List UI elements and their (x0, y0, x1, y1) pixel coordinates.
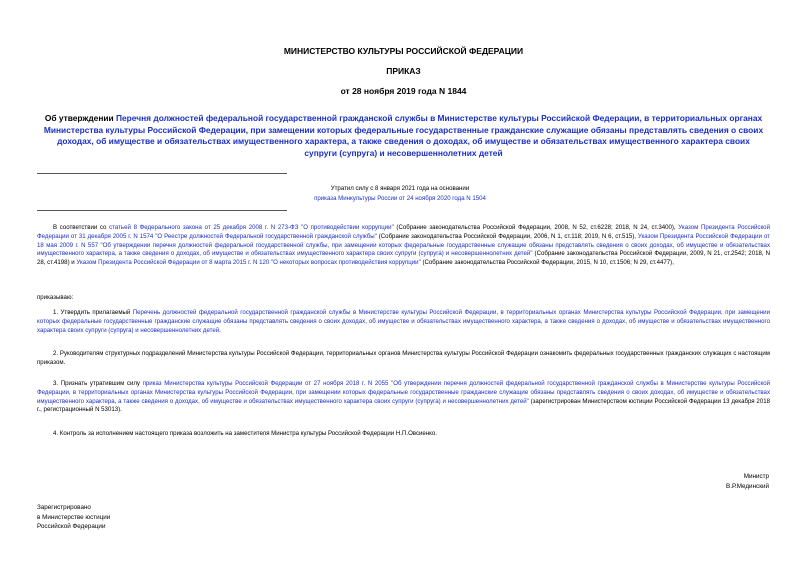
order-item-3: 3. Признать утратившим силу приказ Министерства культуры Российской Федерации от 27 ноября 2018 г. N 2055 "Об утверждении перечня должностей федеральной государственной гражданской службы в Министерстве культуры Российской Федерации, в территориальных органах Министерства культуры Российской Федерации, при замещении которых федеральные государственные гражданские служащие обязаны представлять сведения о своих доходах, об имуществе и обязательствах имущественного характера, а также сведения о доходах, об имуществе и обязательствах имущественного характера своих супруги (супруга) и несовершеннолетних детей" (зарегистрирован Министерством юстиции Российской Федерации 13 декабря 2018 г., регистрационный N 53013). (37, 380, 770, 414)
registration-line-1: Зарегистрировано (37, 504, 91, 511)
link-positions-list[interactable]: Перечень должностей федеральной государственной гражданской службы в Министерстве культуры Российской Федерации, в территориальных органах Министерства культуры Российской Федерации, при замещении которых федеральные государственные гражданские служащие обязаны представлять сведения о своих доходах, об имуществе и обязательствах имущественного характера, а также сведения о доходах, об имуществе и обязательствах имущественного характера своих супруги (супруга) и несовершеннолетних детей (37, 309, 770, 334)
order-item-4: 4. Контроль за исполнением настоящего приказа возложить на заместителя Министра культуры Российской Федерации Н.П.Овсиенко. (53, 430, 437, 437)
signature-block (726, 472, 769, 491)
registration-line-3: Российской Федерации (37, 523, 106, 530)
link-decree-1574[interactable]: Указом Президента Российской Федерации от 31 декабря 2005 г. N 1574 "О Реестре должностей Федеральной государственной гражданской службы" (37, 224, 770, 240)
order-item-1: 1. Утвердить прилагаемый Перечень должностей федеральной государственной гражданской службы в Министерстве культуры Российской Федерации, в территориальных органах Министерства культуры Российской Федерации, при замещении которых федеральные государственные гражданские служащие обязаны представлять сведения о своих доходах, об имуществе и обязательствах имущественного характера, а также сведения о доходах, об имуществе и обязательствах имущественного характера своих супруги (супруга) и несовершеннолетних детей. (37, 309, 770, 334)
preamble-paragraph: В соответствии со статьей 8 Федерального закона от 25 декабря 2008 г. N 273-ФЗ "О противодействии коррупции" (Собрание законодательства Российской Федерации, 2008, N 52, ст.6228; 2018, N 24, ст.3400), Указом Президента Российской Федерации от 31 декабря 2005 г. N 1574 "О Реестре должностей Федеральной государственной гражданской службы" (Собрание законодательства Российской Федерации, 2006, N 1, ст.118; 2019, N 6, ст.515), Указом Президента Российской Федерации от 18 мая 2009 г. N 557 "Об утверждении перечня должностей федеральной государственной службы, при замещении которых федеральные государственные служащие обязаны представлять сведения о своих доходах, об имуществе и обязательствах имущественного характера, а также сведения о доходах, об имуществе и обязательствах имущественного характера своих супруги (супруга) и несовершеннолетних детей" (Собрание законодательства Российской Федерации, 2009, N 21, ст.2542; 2018, N 28, ст.4198) и Указом Президента Российской Федерации от 8 марта 2015 г. N 120 "О некоторых вопросах противодействия коррупции" (Собрание законодательства Российской Федерации, 2015, N 10, ст.1506; N 29, ст.4477), (37, 224, 770, 267)
link-decree-120[interactable]: Указом Президента Российской Федерации от 8 марта 2015 г. N 120 "О некоторых вопросах противодействия коррупции" (76, 259, 421, 267)
status-note (230, 184, 570, 203)
doc-title (40, 113, 767, 159)
signature-name: В.Р.Мединский (726, 482, 769, 490)
link-decree-557[interactable]: Указом Президента Российской Федерации от 18 мая 2009 г. N 557 "Об утверждении перечня должностей федеральной государственной службы, при замещении которых федеральные государственные служащие обязаны представлять сведения о своих доходах, об имуществе и обязательствах имущественного характера, а также сведения о доходах, об имуществе и обязательствах имущественного характера своих супруги (супруга) и несовершеннолетних детей" (37, 232, 770, 258)
title-link[interactable]: Перечня должностей федеральной государственной гражданской службы в Министерстве культуры Российской Федерации, в территориальных органах Министерства культуры Российской Федерации, при замещении которых федеральные государственные гражданские служащие обязаны представлять сведения о своих доходах, об имуществе и обязательствах имущественного характера, а также сведения о доходах, об имуществе и обязательствах имущественного характера своих супруги (супруга) и несовершеннолетних детей (43, 113, 764, 158)
registration-line-2: в Министерстве юстиции (37, 513, 111, 521)
order-item-2: 2. Руководителям структурных подразделений Министерства культуры Российской Федерации, территориальных органов Министерства культуры Российской Федерации ознакомить федеральных государственных гражданских служащих с настоящим приказом. (37, 350, 770, 366)
orders-word: приказываю: (37, 294, 74, 301)
divider-bottom (37, 210, 287, 211)
status-note-link[interactable]: приказа Минкультуры России от 24 ноября 2020 года N 1504 (314, 194, 486, 202)
doc-type: ПРИКАЗ (386, 66, 421, 76)
title-prefix: Об утверждении (44, 113, 116, 123)
registration-block (37, 503, 110, 532)
ministry-name: МИНИСТЕРСТВО КУЛЬТУРЫ РОССИЙСКОЙ ФЕДЕРАЦИИ (283, 46, 524, 56)
status-note-text: Утратил силу с 8 января 2021 года на основании (330, 185, 470, 192)
link-federal-law-273[interactable]: статьей 8 Федерального закона от 25 декабря 2008 г. N 273-ФЗ "О противодействии коррупции" (109, 224, 394, 231)
link-order-2055[interactable]: приказ Министерства культуры Российской Федерации от 27 ноября 2018 г. N 2055 "Об утверждении перечня должностей федеральной государственной гражданской службы в Министерстве культуры Российской Федерации, в территориальных органах Министерства культуры Российской Федерации, при замещении которых федеральные государственные гражданские служащие обязаны представлять сведения о своих доходах, об имуществе и обязательствах имущественного характера, а также сведения о доходах, об имуществе и обязательствах имущественного характера своих супруги (супруга) и несовершеннолетних детей" (37, 380, 770, 405)
divider-top (37, 173, 287, 174)
signature-position: Министр (743, 473, 769, 480)
doc-date-number: от 28 ноября 2019 года N 1844 (340, 86, 467, 96)
